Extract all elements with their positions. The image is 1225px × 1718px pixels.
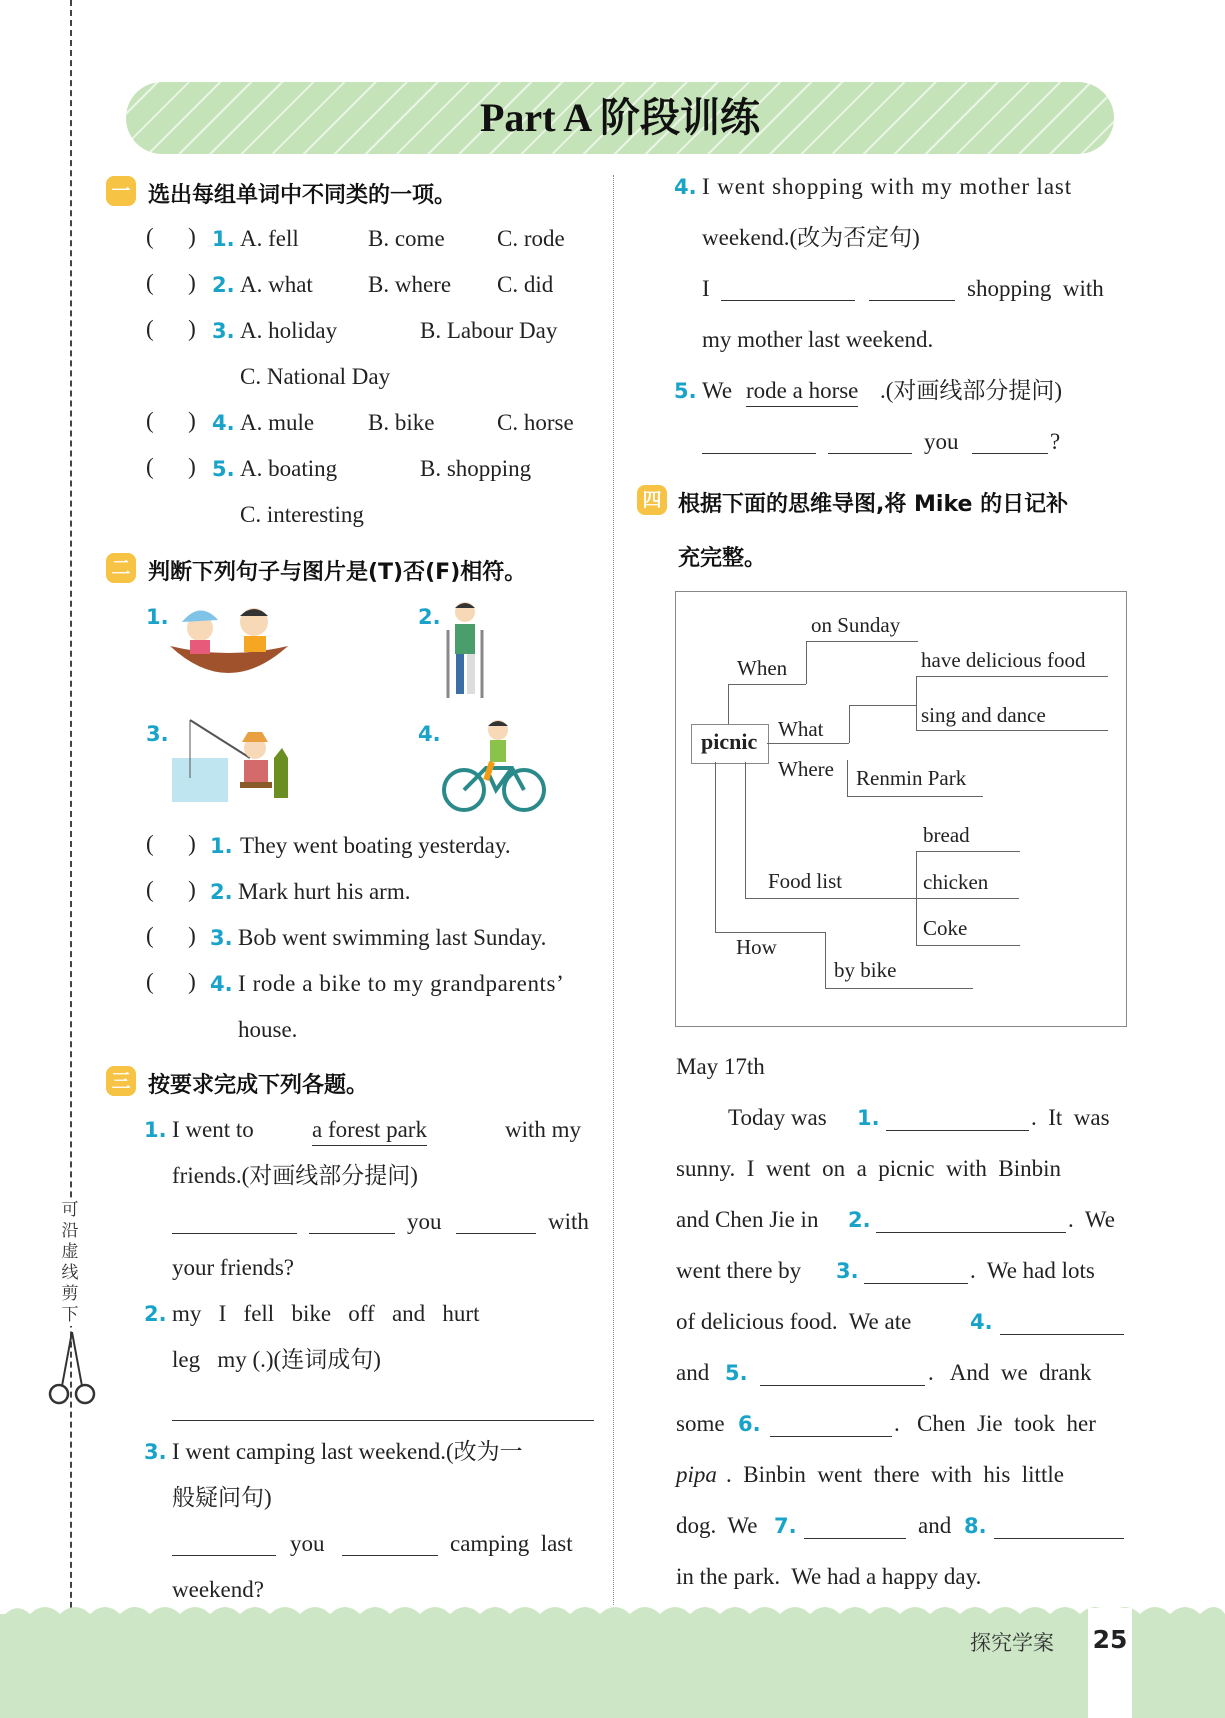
question-number: 4. (212, 411, 235, 435)
diary-text: some (676, 1411, 725, 1436)
option-b: B. Labour Day (420, 318, 558, 343)
diary-text: . We had lots (970, 1258, 1095, 1283)
answer-blank[interactable] (869, 280, 955, 301)
answer-blank[interactable] (972, 433, 1048, 454)
cycling-picture (440, 718, 548, 814)
instruction: 般疑问句) (172, 1485, 272, 1510)
sentence-end: weekend? (172, 1577, 264, 1602)
underlined-phrase: rode a horse (746, 376, 858, 407)
connector (806, 641, 807, 684)
option-c: C. interesting (240, 502, 364, 527)
answer-blank[interactable] (994, 1518, 1124, 1539)
connector (849, 705, 850, 743)
statement-continued: house. (238, 1017, 298, 1042)
question-number: 5. (674, 379, 697, 403)
diary-text: Today was (728, 1105, 827, 1130)
diary-date: May 17th (676, 1054, 765, 1079)
mind-map-node: have delicious food (921, 648, 1086, 672)
section-heading: 选出每组单词中不同类的一项。 (148, 183, 457, 208)
connector (916, 851, 1020, 852)
option-a: A. boating (240, 456, 338, 481)
answer-paren[interactable]: ( ) (146, 454, 196, 479)
answer-blank[interactable] (342, 1535, 438, 1556)
answer-blank[interactable] (172, 1535, 276, 1556)
answer-blank[interactable] (864, 1263, 968, 1284)
diary-text: . Chen Jie took her (894, 1411, 1096, 1436)
diary-text: and (676, 1360, 710, 1385)
page-title: Part A 阶段训练 (480, 95, 760, 140)
statement: They went boating yesterday. (240, 833, 511, 858)
connector (767, 743, 849, 744)
statement: Bob went swimming last Sunday. (238, 925, 547, 950)
blank-number: 8. (964, 1514, 987, 1538)
mind-map-node: chicken (923, 870, 989, 894)
answer-blank[interactable] (876, 1212, 1066, 1233)
connector (849, 705, 916, 706)
mind-map-node: Food list (768, 869, 843, 893)
word: you (407, 1209, 442, 1234)
option-b: B. where (368, 272, 452, 297)
instruction: .(对画线部分提问) (880, 378, 1063, 403)
section-badge: 二 (106, 553, 136, 583)
answer-paren[interactable]: ( ) (146, 224, 196, 249)
mind-map-node: bread (923, 823, 970, 847)
diary-text: dog. We (676, 1513, 758, 1538)
option-c: C. rode (497, 226, 565, 251)
question-number: 2. (210, 880, 233, 904)
answer-paren[interactable]: ( ) (146, 831, 196, 856)
instruction: weekend.(改为否定句) (702, 225, 920, 250)
word: you (290, 1531, 325, 1556)
word: I (702, 276, 710, 301)
cut-instruction: 可沿虚线剪下 (56, 1200, 84, 1326)
answer-paren[interactable]: ( ) (146, 877, 196, 902)
word: you (924, 429, 959, 454)
connector (847, 760, 848, 796)
connector (847, 796, 983, 797)
mind-map-center: picnic (701, 729, 758, 754)
sentence: I went shopping with my mother last (702, 174, 1073, 199)
question-number: 2. (212, 273, 235, 297)
sentence: I went camping last weekend.(改为一 (172, 1439, 523, 1464)
diary-text: went there by (676, 1258, 802, 1283)
answer-blank[interactable] (760, 1365, 925, 1386)
answer-blank[interactable] (172, 1213, 297, 1234)
connector (916, 676, 917, 730)
section-badge: 四 (637, 485, 667, 515)
mind-map-node: What (778, 717, 824, 741)
diary-text: . We (1068, 1207, 1115, 1232)
connector (745, 898, 1019, 899)
word: shopping with (967, 276, 1104, 301)
answer-blank[interactable] (456, 1213, 536, 1234)
section-heading: 按要求完成下列各题。 (148, 1073, 369, 1098)
option-c: C. did (497, 272, 554, 297)
answer-blank[interactable] (770, 1416, 892, 1437)
mind-map-node: Where (778, 757, 834, 781)
picture-number: 3. (146, 722, 169, 746)
scrambled-words: leg my (.)(连词成句) (172, 1347, 381, 1372)
question-number: 3. (144, 1440, 167, 1464)
connector (825, 988, 973, 989)
instruction: friends.(对画线部分提问) (172, 1163, 418, 1188)
answer-line[interactable] (172, 1420, 594, 1421)
answer-blank[interactable] (804, 1518, 906, 1539)
answer-paren[interactable]: ( ) (146, 969, 196, 994)
answer-blank[interactable] (1000, 1314, 1124, 1335)
connector (916, 945, 1020, 946)
injured-boy-picture (440, 600, 490, 700)
connector (728, 684, 729, 724)
statement: I rode a bike to my grandparents’ (238, 971, 565, 996)
mind-map-node: Coke (923, 916, 968, 940)
connector (728, 684, 806, 685)
blank-number: 4. (970, 1310, 993, 1334)
scrambled-words: my I fell bike off and hurt (172, 1301, 480, 1326)
mind-map-node: on Sunday (811, 613, 901, 637)
mind-map-node: sing and dance (921, 703, 1046, 727)
picture-number: 1. (146, 605, 169, 629)
option-b: B. come (368, 226, 445, 251)
connector (715, 762, 716, 932)
answer-paren[interactable]: ( ) (146, 408, 196, 433)
mind-map-node: How (736, 935, 777, 959)
diary-text: sunny. I went on a picnic with Binbin (676, 1156, 1061, 1181)
answer-blank[interactable] (828, 433, 912, 454)
diary-text: in the park. We had a happy day. (676, 1564, 982, 1589)
blank-number: 6. (738, 1412, 761, 1436)
word: camping last (450, 1531, 573, 1556)
answer-blank[interactable] (721, 280, 855, 301)
diary-text: and (918, 1513, 952, 1538)
answer-paren[interactable]: ( ) (146, 923, 196, 948)
diary-text: . Binbin went there with his little (726, 1462, 1064, 1487)
question-number: 1. (144, 1118, 167, 1142)
answer-paren[interactable]: ( ) (146, 316, 196, 341)
fishing-picture (170, 718, 292, 804)
cut-dashed-line (70, 0, 72, 1718)
option-c: C. horse (497, 410, 574, 435)
picture-number: 2. (418, 605, 441, 629)
question-number: 4. (674, 175, 697, 199)
section-badge: 一 (106, 176, 136, 206)
answer-blank[interactable] (702, 433, 816, 454)
blank-number: 3. (836, 1259, 859, 1283)
connector (916, 676, 1108, 677)
option-c: C. National Day (240, 364, 391, 389)
mind-map-node: Renmin Park (856, 766, 967, 790)
option-a: A. mule (240, 410, 315, 435)
blank-number: 2. (848, 1208, 871, 1232)
question-number: 4. (210, 972, 233, 996)
question-number: 2. (144, 1302, 167, 1326)
picture-number: 4. (418, 722, 441, 746)
diary-text: and Chen Jie in (676, 1207, 819, 1232)
mind-map-node: When (737, 656, 788, 680)
blank-number: 1. (857, 1106, 880, 1130)
connector (806, 641, 918, 642)
diary-text: of delicious food. We ate (676, 1309, 912, 1334)
statement: Mark hurt his arm. (238, 879, 411, 904)
column-divider (613, 175, 614, 1605)
section-heading: 判断下列句子与图片是(T)否(F)相符。 (148, 560, 527, 585)
sentence-start: I went to (172, 1117, 254, 1142)
punctuation: ? (1050, 429, 1061, 454)
section-heading: 根据下面的思维导图,将 Mike 的日记补 (678, 492, 1069, 517)
mind-map-node: by bike (834, 958, 897, 982)
question-number: 1. (212, 227, 235, 251)
question-number: 5. (212, 457, 235, 481)
scissors-icon (48, 1330, 96, 1410)
sentence-end: your friends? (172, 1255, 294, 1280)
answer-blank[interactable] (309, 1213, 395, 1234)
question-number: 3. (212, 319, 235, 343)
section-heading-continued: 充完整。 (678, 546, 767, 571)
word: with (548, 1209, 589, 1234)
answer-blank[interactable] (886, 1110, 1029, 1131)
option-b: B. bike (368, 410, 435, 435)
diary-text: pipa (676, 1462, 717, 1487)
connector (745, 762, 746, 898)
footer-label: 探究学案 (970, 1631, 1054, 1655)
diary-text: . And we drank (928, 1360, 1092, 1385)
question-number: 3. (210, 926, 233, 950)
boating-picture (168, 600, 290, 696)
sentence-end: my mother last weekend. (702, 327, 934, 352)
diary-text: . It was (1031, 1105, 1110, 1130)
blank-number: 7. (774, 1514, 797, 1538)
section-badge: 三 (106, 1066, 136, 1096)
option-a: A. fell (240, 226, 299, 251)
option-b: B. shopping (420, 456, 532, 481)
sentence-start: We (702, 378, 733, 403)
connector (715, 932, 825, 933)
connector (916, 851, 917, 945)
question-number: 1. (210, 834, 233, 858)
sentence-end: with my (505, 1117, 582, 1142)
blank-number: 5. (725, 1361, 748, 1385)
page-number: 25 (1092, 1625, 1128, 1654)
option-a: A. what (240, 272, 313, 297)
underlined-phrase: a forest park (312, 1115, 427, 1146)
connector (916, 730, 1108, 731)
option-a: A. holiday (240, 318, 338, 343)
answer-paren[interactable]: ( ) (146, 270, 196, 295)
connector (825, 932, 826, 988)
